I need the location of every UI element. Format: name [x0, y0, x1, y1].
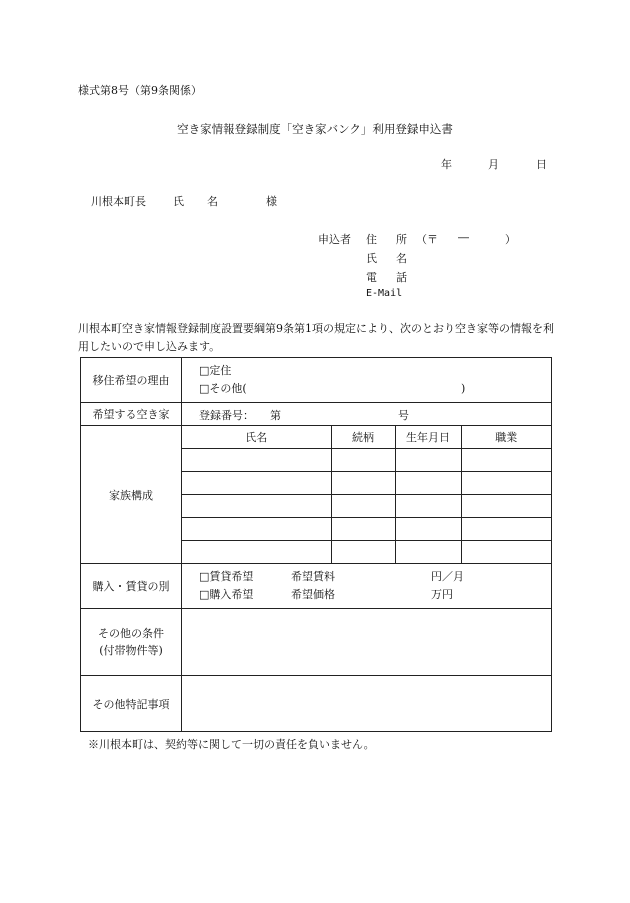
family-entry-row [182, 449, 551, 472]
phone-label-2: 話 [396, 271, 407, 284]
family-header-relation: 続柄 [331, 426, 395, 449]
addressee-mei: 名 [207, 195, 218, 208]
form-number: 様式第8号（第9条関係） [78, 84, 202, 97]
family-name-cell[interactable] [182, 518, 331, 541]
other-conditions-label-line1: その他の条件 [98, 627, 164, 640]
house-row [81, 403, 552, 426]
reason-label: 移住希望の理由 [81, 358, 182, 403]
family-row [81, 426, 552, 564]
addressee-office: 川根本町長 [91, 195, 146, 208]
option-rent[interactable]: □賃貸希望 [199, 570, 254, 583]
addressee-shi: 氏 [173, 195, 184, 208]
family-birthdate-cell[interactable] [395, 541, 461, 564]
family-entry-row [182, 518, 551, 541]
other-conditions-row [81, 609, 552, 676]
name-label-1: 氏 [366, 252, 377, 265]
family-header-occupation: 職業 [461, 426, 551, 449]
family-header-name: 氏名 [182, 426, 331, 449]
intro-text: 川根本町空き家情報登録制度設置要綱第9条第1項の規定により、次のとおり空き家等の情報を利用したいので申し込みます。 [78, 322, 554, 353]
form-title: 空き家情報登録制度「空き家バンク」利用登録申込書 [177, 122, 453, 136]
family-birthdate-cell[interactable] [395, 518, 461, 541]
family-birthdate-cell[interactable] [395, 449, 461, 472]
application-table [80, 357, 552, 732]
family-relation-cell[interactable] [331, 541, 395, 564]
other-conditions-label-line2: (付帯物件等) [99, 644, 163, 657]
remarks-field[interactable] [182, 676, 552, 732]
email-label: E-Mail [366, 288, 403, 299]
applicant-label: 申込者 [318, 233, 351, 246]
family-cell [182, 426, 552, 564]
family-name-cell[interactable] [182, 449, 331, 472]
house-label: 希望する空き家 [81, 403, 182, 426]
date-year-label: 年 [441, 158, 452, 171]
buy-unit: 万円 [431, 588, 453, 601]
postal-prefix: （〒 [416, 233, 438, 246]
family-occupation-cell[interactable] [461, 495, 551, 518]
address-label-1: 住 [366, 233, 377, 246]
family-birthdate-cell[interactable] [395, 472, 461, 495]
other-conditions-label [81, 609, 182, 676]
remarks-row [81, 676, 552, 732]
family-entry-row [182, 472, 551, 495]
family-occupation-cell[interactable] [461, 472, 551, 495]
purchase-label: 購入・賃貸の別 [81, 564, 182, 609]
buy-line [188, 586, 545, 604]
purchase-cell [182, 564, 552, 609]
postal-close: ） [505, 233, 516, 246]
option-other-label: □その他( [199, 382, 247, 395]
name-label-2: 名 [396, 252, 407, 265]
family-entry-row [182, 495, 551, 518]
option-other-close: ) [461, 382, 466, 395]
option-teiju-label: □定住 [199, 364, 232, 377]
purchase-row [81, 564, 552, 609]
rent-price-label: 希望賃料 [291, 570, 335, 583]
buy-price-label: 希望価格 [291, 588, 335, 601]
family-birthdate-cell[interactable] [395, 495, 461, 518]
date-day-label: 日 [536, 158, 547, 171]
family-name-cell[interactable] [182, 541, 331, 564]
family-occupation-cell[interactable] [461, 541, 551, 564]
option-other[interactable] [188, 380, 545, 398]
option-teiju[interactable] [188, 362, 545, 380]
reg-number-go: 号 [398, 409, 409, 422]
family-relation-cell[interactable] [331, 472, 395, 495]
reg-number-dai: 第 [270, 409, 281, 422]
reg-number-label: 登録番号： [199, 409, 254, 422]
family-entry-row [182, 541, 551, 564]
family-occupation-cell[interactable] [461, 449, 551, 472]
postal-dash: ― [458, 231, 469, 244]
rent-unit: 円／月 [431, 570, 464, 583]
option-buy[interactable]: □購入希望 [199, 588, 254, 601]
address-label-2: 所 [396, 233, 407, 246]
family-header-birthdate: 生年月日 [395, 426, 461, 449]
family-label: 家族構成 [81, 426, 182, 564]
family-relation-cell[interactable] [331, 518, 395, 541]
family-relation-cell[interactable] [331, 495, 395, 518]
reason-cell [182, 358, 552, 403]
family-header-row [182, 426, 551, 449]
other-conditions-field[interactable] [182, 609, 552, 676]
disclaimer-note: ※川根本町は、契約等に関して一切の責任を負いません。 [88, 738, 375, 751]
family-occupation-cell[interactable] [461, 518, 551, 541]
rent-line [188, 568, 545, 586]
addressee-sama: 様 [266, 195, 277, 208]
family-name-cell[interactable] [182, 495, 331, 518]
family-name-cell[interactable] [182, 472, 331, 495]
phone-label-1: 電 [366, 271, 377, 284]
house-cell[interactable] [182, 403, 552, 426]
reason-row [81, 358, 552, 403]
family-relation-cell[interactable] [331, 449, 395, 472]
date-month-label: 月 [488, 158, 499, 171]
family-table [182, 426, 551, 563]
remarks-label: その他特記事項 [81, 676, 182, 732]
